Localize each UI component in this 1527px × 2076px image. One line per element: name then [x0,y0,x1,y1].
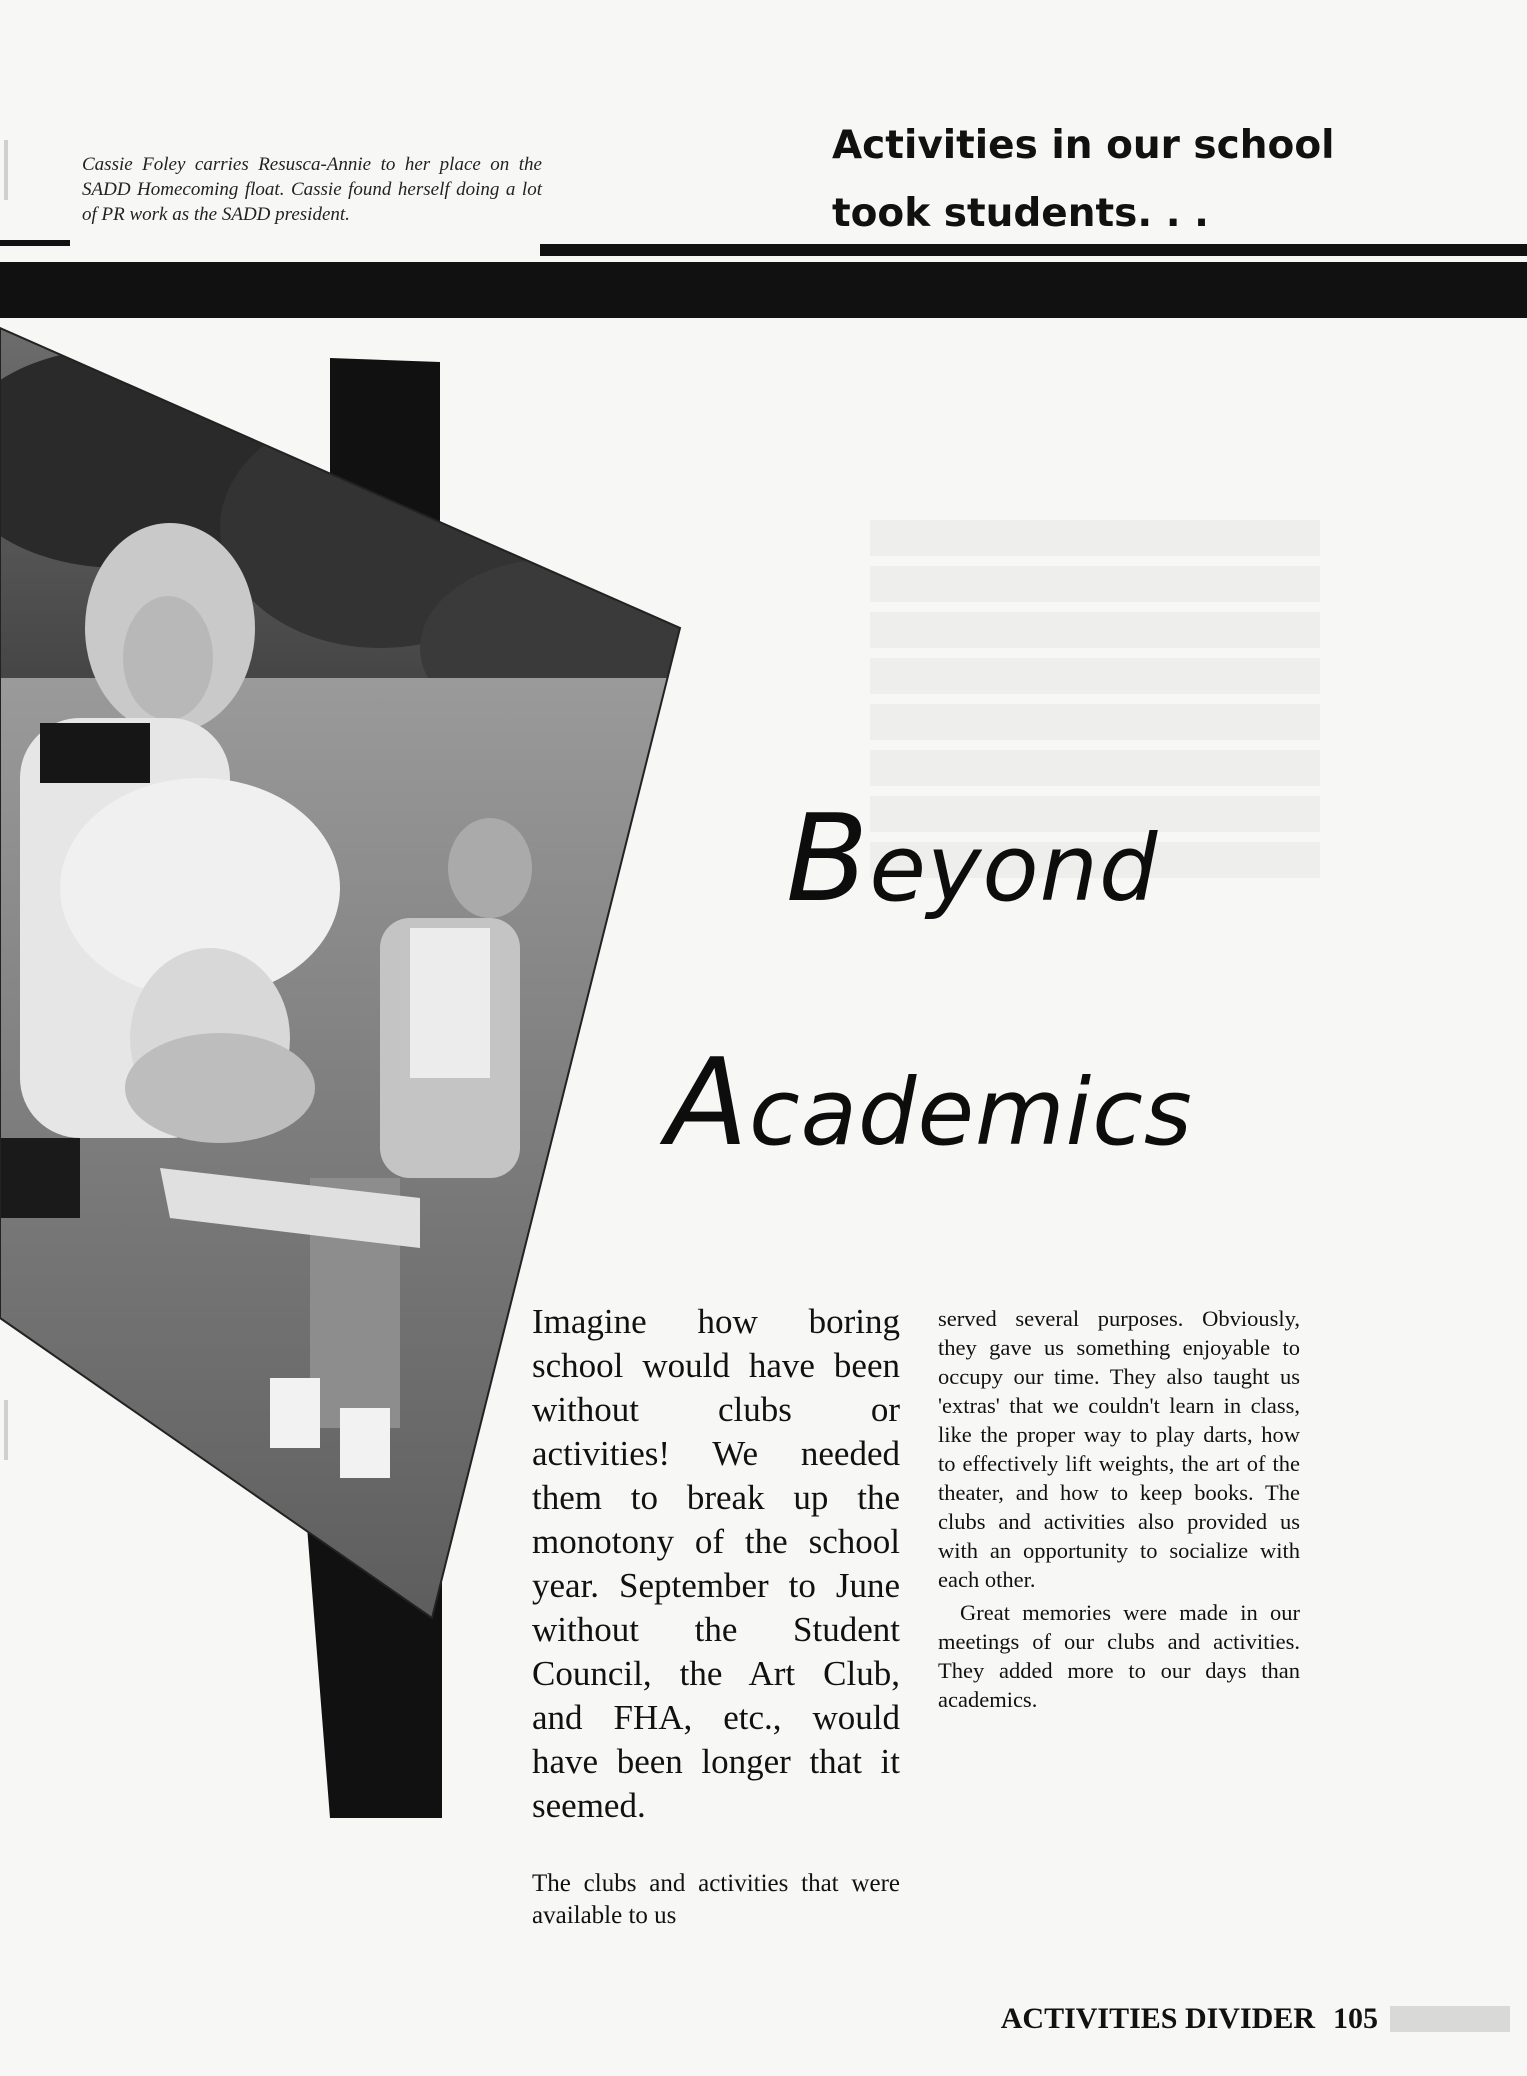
photo-caption: Cassie Foley carries Resusca-Annie to her place on the SADD Homecoming float. Cassie found herself doing a lot of PR work as the SADD president. [82,154,542,225]
body-paragraph: served several purposes. Obviously, they gave us something enjoyable to occupy our time. They also taught us 'extras' that we couldn't learn in class, like the proper way to play darts, how to effectively lift weights, the art of the theater, and how to keep books. The clubs and activities also provided us with an opportunity to socialize with each other. [938,1306,1300,1592]
binding-hole [4,140,8,200]
page-footer [0,2002,1378,2036]
title-word-academics-rest: cademics [749,1059,1193,1166]
section-label: ACTIVITIES DIVIDER [1000,2002,1315,2035]
title-word-beyond-rest: eyond [869,815,1159,922]
title-word-beyond [786,790,1158,929]
intro-paragraph: Imagine how boring school would have been without clubs or activities! We needed them to break up the monotony of the school year. September to June without the Student Council, the Art Club, and FHA, etc., would have been longer that it seemed. [532,1302,900,1825]
headline-line-1: Activities in our school [832,123,1335,168]
title-initial-b: B [786,790,870,929]
title-initial-a: A [666,1034,750,1173]
body-column-2 [938,1304,1300,1714]
title-word-academics [666,1034,1193,1173]
page-number: 105 [1333,2002,1378,2035]
headline-line-2: took students. . . [832,191,1209,236]
divider-bar-thin [540,244,1527,256]
divider-bar-short [0,240,70,246]
headline [832,112,1392,248]
divider-bar-thick [0,262,1527,318]
body-paragraph: Great memories were made in our meetings of our clubs and activities. They added more to our days than academics. [938,1600,1300,1712]
footer-shadow-decoration [1390,2006,1510,2032]
body-column-1-continuation: The clubs and activities that were available to us [532,1870,900,1929]
